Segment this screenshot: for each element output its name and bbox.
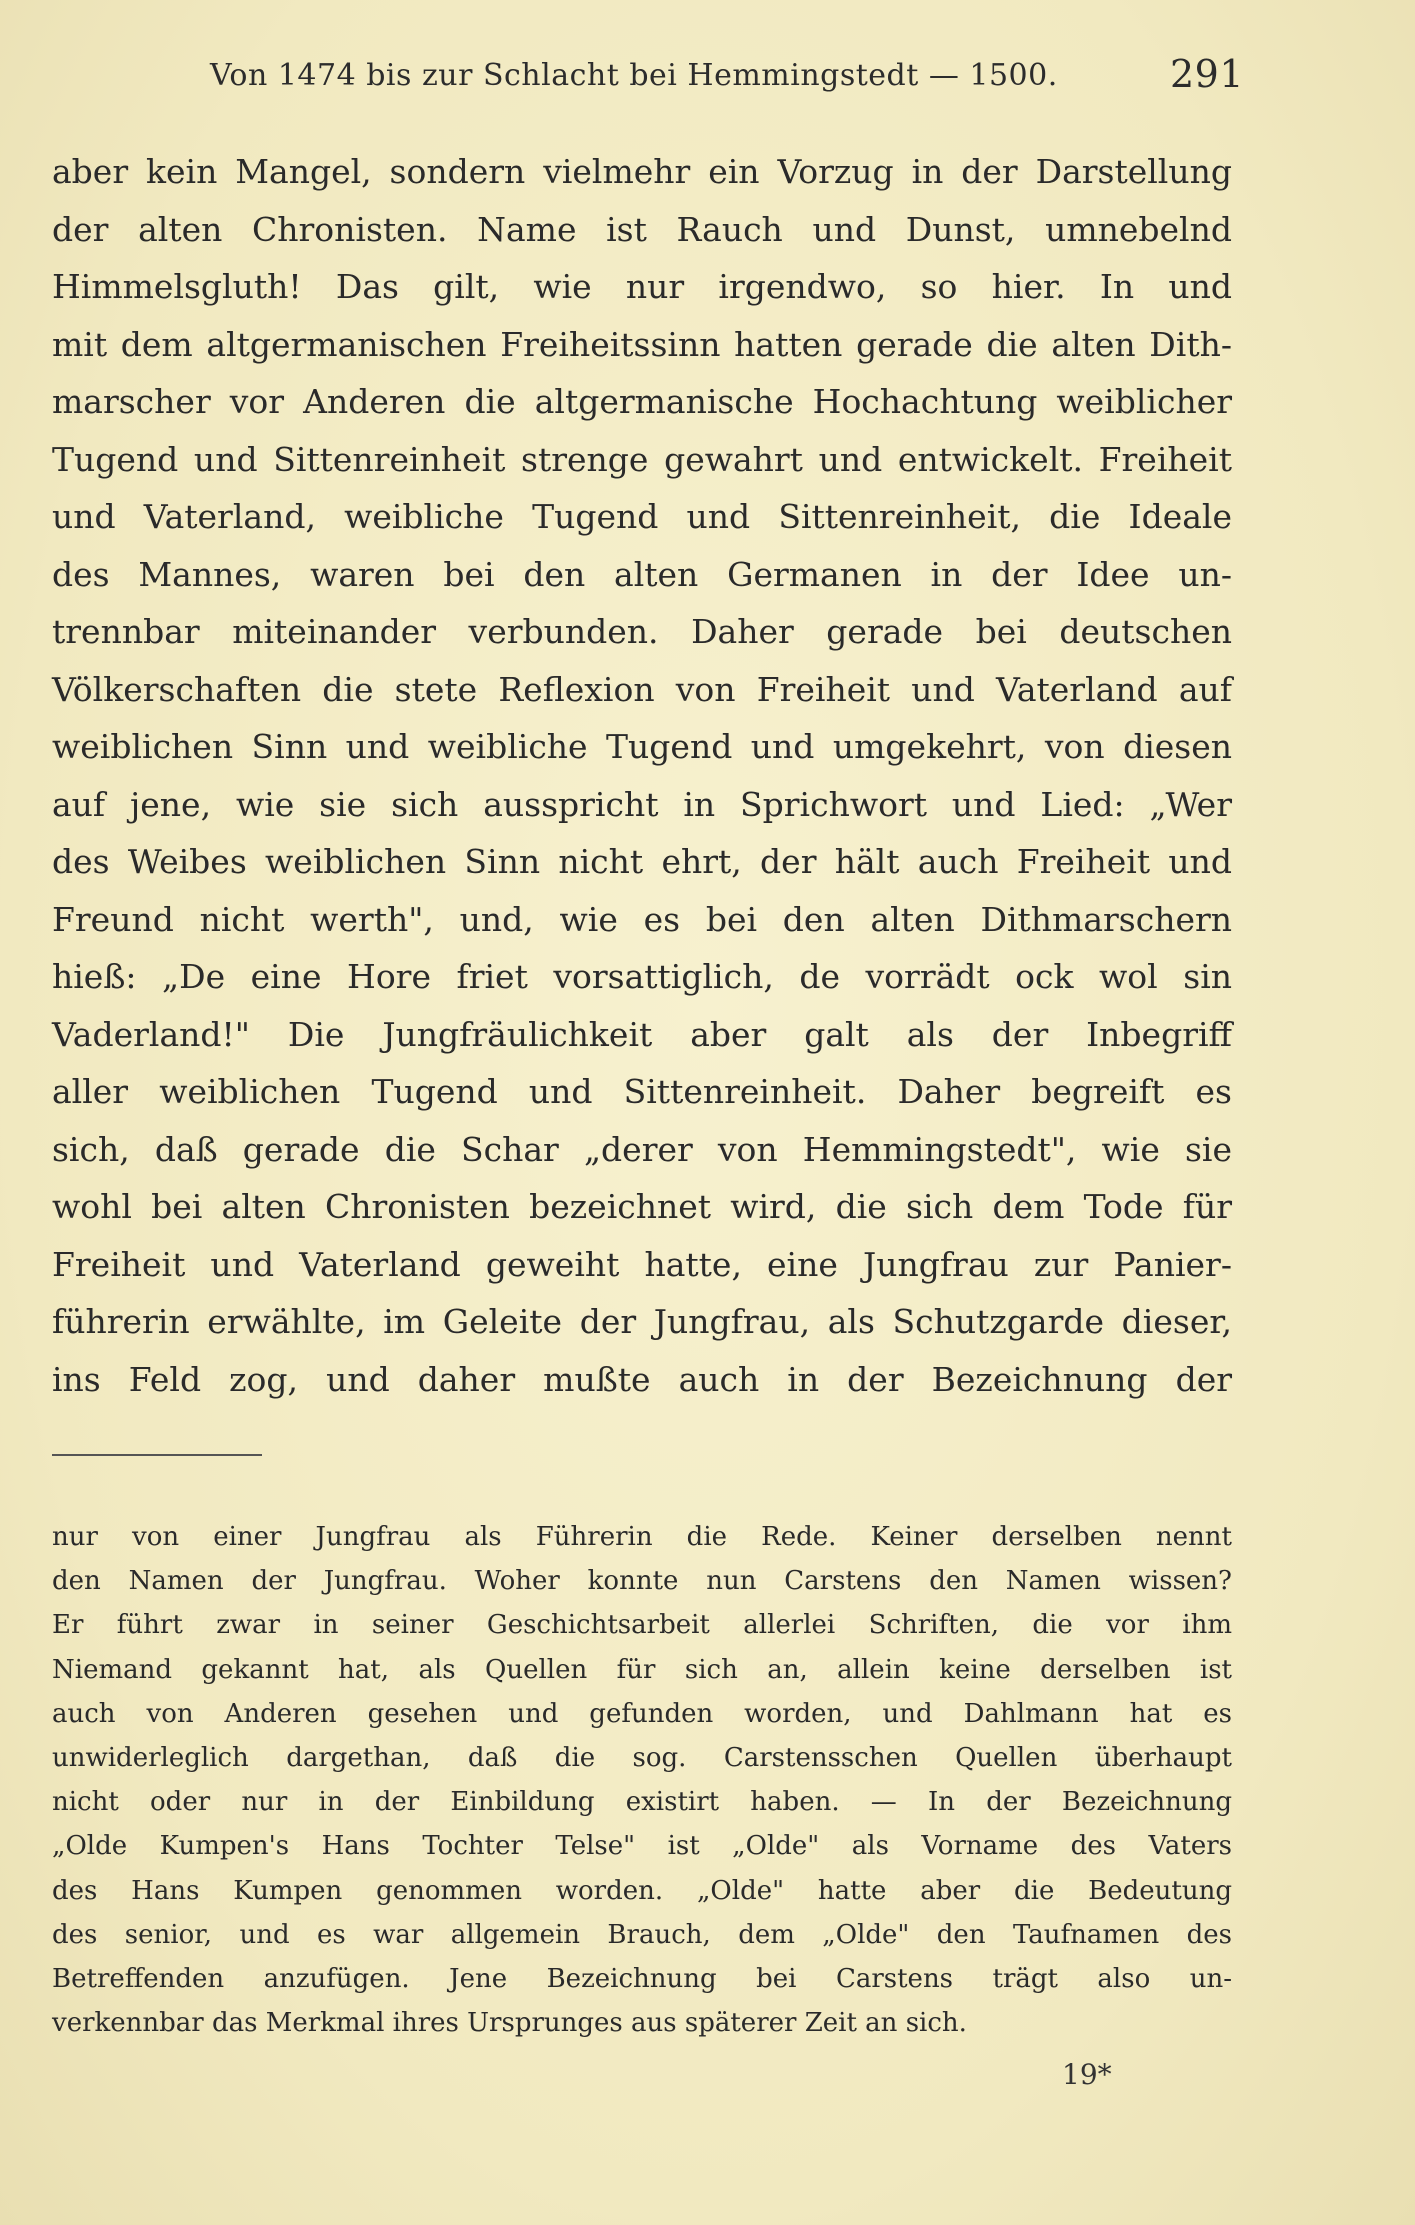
footnote-line: nur von einer Jungfrau als Führerin die Rede. Keiner derselben nennt xyxy=(52,1522,1232,1552)
text-line: weiblichen Sinn und weibliche Tugend und umgekehrt, von diesen xyxy=(52,727,1232,766)
footnote-line: Niemand gekannt hat, als Quellen für sich an, allein keine derselben ist xyxy=(52,1654,1232,1685)
footnote-line: den Namen der Jungfrau. Woher konnte nun Carstens den Namen wissen? xyxy=(52,1566,1232,1597)
text-line: Himmelsgluth! Das gilt, wie nur irgendwo, so hier. In und xyxy=(52,267,1232,306)
footnote-divider xyxy=(52,1454,262,1456)
text-line: Vaderland!" Die Jungfräulichkeit aber galt als der Inbegriff xyxy=(52,1014,1232,1054)
text-line: Völkerschaften die stete Reflexion von Freiheit und Vaterland auf xyxy=(52,669,1232,709)
footnote-line: des senior, und es war allgemein Brauch, dem „Olde" den Taufnamen des xyxy=(52,1919,1232,1950)
footnote-line: „Olde Kumpen's Hans Tochter Telse" ist „Olde" als Vorname des Vaters xyxy=(52,1831,1232,1862)
text-line: führerin erwählte, im Geleite der Jungfrau, als Schutzgarde dieser, xyxy=(52,1302,1232,1341)
footnote-line: verkennbar das Merkmal ihres Ursprunges aus späterer Zeit an sich. xyxy=(52,2008,967,2039)
text-line: aber kein Mangel, sondern vielmehr ein Vorzug in der Darstellung xyxy=(52,152,1232,191)
text-line: aller weiblichen Tugend und Sittenreinheit. Daher begreift es xyxy=(52,1072,1232,1111)
text-line: trennbar miteinander verbunden. Daher gerade bei deutschen xyxy=(52,612,1232,651)
main-text xyxy=(52,143,1232,1408)
text-line: und Vaterland, weibliche Tugend und Sittenreinheit, die Ideale xyxy=(52,497,1232,536)
text-line: marscher vor Anderen die altgermanische Hochachtung weiblicher xyxy=(52,382,1232,421)
text-line: Tugend und Sittenreinheit strenge gewahrt und entwickelt. Freiheit xyxy=(52,439,1232,479)
footnote-line: unwiderleglich dargethan, daß die sog. Carstensschen Quellen überhaupt xyxy=(52,1742,1232,1773)
signature-mark: 19* xyxy=(1062,2058,1112,2091)
page-number: 291 xyxy=(1170,52,1245,96)
page-header xyxy=(210,52,1245,102)
footnote-line: des Hans Kumpen genommen worden. „Olde" hatte aber die Bedeutung xyxy=(52,1875,1232,1906)
text-line: ins Feld zog, und daher mußte auch in der Bezeichnung der xyxy=(52,1359,1232,1399)
footnote xyxy=(52,1515,1232,2045)
footnote-line: auch von Anderen gesehen und gefunden worden, und Dahlmann hat es xyxy=(52,1698,1232,1729)
footnote-line: nicht oder nur in der Einbildung existirt haben. — In der Bezeichnung xyxy=(52,1787,1232,1818)
text-line: auf jene, wie sie sich ausspricht in Sprichwort und Lied: „Wer xyxy=(52,784,1232,824)
text-line: der alten Chronisten. Name ist Rauch und Dunst, umnebelnd xyxy=(52,209,1232,249)
text-line: Freiheit und Vaterland geweiht hatte, eine Jungfrau zur Panier- xyxy=(52,1244,1232,1284)
text-line: des Weibes weiblichen Sinn nicht ehrt, der hält auch Freiheit und xyxy=(52,842,1232,881)
text-line: Freund nicht werth", und, wie es bei den alten Dithmarschern xyxy=(52,899,1232,939)
text-line: sich, daß gerade die Schar „derer von Hemmingstedt", wie sie xyxy=(52,1129,1232,1169)
footnote-line: Betreffenden anzufügen. Jene Bezeichnung bei Carstens trägt also un- xyxy=(52,1963,1232,1994)
text-line: wohl bei alten Chronisten bezeichnet wird, die sich dem Tode für xyxy=(52,1187,1232,1226)
footnote-line: Er führt zwar in seiner Geschichtsarbeit allerlei Schriften, die vor ihm xyxy=(52,1610,1232,1641)
running-title: Von 1474 bis zur Schlacht bei Hemmingstedt — 1500. xyxy=(210,58,1058,93)
text-line: des Mannes, waren bei den alten Germanen in der Idee un- xyxy=(52,554,1232,594)
text-line: mit dem altgermanischen Freiheitssinn hatten gerade die alten Dith- xyxy=(52,324,1232,364)
text-line: hieß: „De eine Hore friet vorsattiglich, de vorrädt ock wol sin xyxy=(52,957,1232,996)
